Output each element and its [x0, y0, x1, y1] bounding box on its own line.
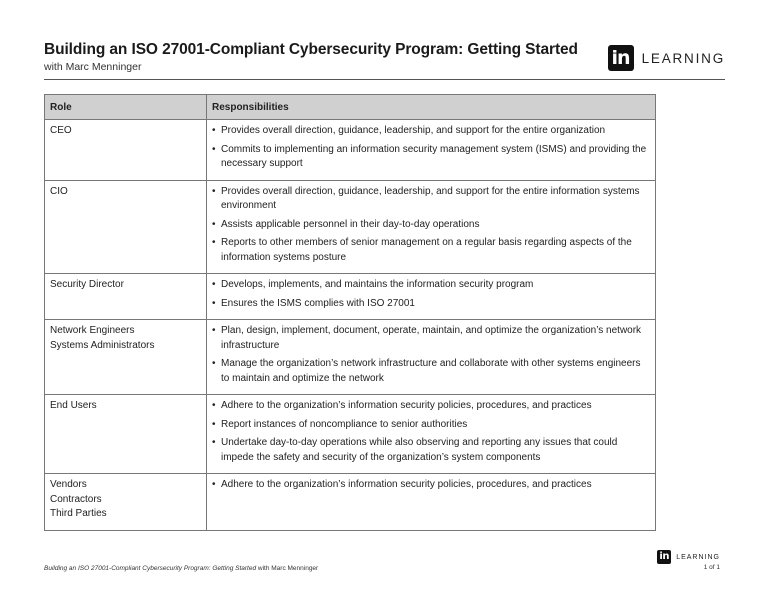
linkedin-learning-logo	[608, 45, 725, 71]
responsibility-item: • Commits to implementing an information security management system (ISMS) and providing the necessary support	[212, 143, 650, 172]
table-row	[45, 120, 656, 181]
responsibility-item: • Provides overall direction, guidance, leadership, and support for the entire information systems environment	[212, 185, 650, 214]
role-cell	[45, 320, 207, 395]
responsibilities-list	[212, 278, 650, 311]
role-name: CEO	[50, 125, 72, 136]
responsibilities-list	[212, 399, 650, 465]
column-header-role: Role	[45, 95, 207, 120]
responsibility-item: • Assists applicable personnel in their day-to-day operations	[212, 218, 650, 233]
footer-course-title	[44, 565, 318, 572]
footer-logo-text: LEARNING	[676, 553, 720, 561]
document-subtitle: with Marc Menninger	[44, 61, 142, 73]
responsibility-item: • Ensures the ISMS complies with ISO 27001	[212, 297, 650, 312]
document-title: Building an ISO 27001-Compliant Cybersecurity Program: Getting Started	[44, 41, 578, 58]
linkedin-icon: in	[657, 550, 671, 564]
role-name: End Users	[50, 400, 97, 411]
responsibility-item: • Develops, implements, and maintains the information security program	[212, 278, 650, 293]
document-header	[44, 41, 725, 80]
page-number: 1 of 1	[703, 564, 720, 571]
footer-logo	[657, 550, 720, 564]
responsibilities-cell	[207, 120, 656, 181]
role-name: Network Engineers	[50, 325, 135, 336]
role-cell	[45, 120, 207, 181]
responsibility-item: • Manage the organization’s network infrastructure and collaborate with other systems engineers to maintain and optimize the network	[212, 357, 650, 386]
responsibilities-list	[212, 478, 650, 493]
role-name: Vendors	[50, 479, 87, 490]
table-row	[45, 320, 656, 395]
role-cell	[45, 180, 207, 274]
table-row	[45, 474, 656, 531]
responsibility-item: • Reports to other members of senior management on a regular basis regarding aspects of the information systems posture	[212, 236, 650, 265]
role-name: CIO	[50, 185, 68, 197]
responsibilities-list	[212, 185, 650, 266]
responsibility-item: • Plan, design, implement, document, operate, maintain, and optimize the organization’s network infrastructure	[212, 324, 650, 353]
role-name: Security Director	[50, 279, 124, 290]
responsibility-item: • Adhere to the organization’s information security policies, procedures, and practices	[212, 478, 650, 493]
responsibilities-cell	[207, 395, 656, 474]
responsibility-item: • Adhere to the organization’s information security policies, procedures, and practices	[212, 399, 650, 414]
table-row	[45, 395, 656, 474]
responsibilities-cell	[207, 180, 656, 274]
responsibility-item: • Provides overall direction, guidance, leadership, and support for the entire organization	[212, 124, 650, 139]
role-name: Systems Administrators	[50, 339, 155, 351]
roles-table	[44, 94, 656, 531]
role-name: Contractors	[50, 493, 102, 505]
responsibilities-list	[212, 324, 650, 386]
table-row	[45, 274, 656, 320]
role-cell	[45, 274, 207, 320]
responsibilities-list	[212, 124, 650, 172]
responsibilities-cell	[207, 474, 656, 531]
responsibilities-cell	[207, 274, 656, 320]
linkedin-icon: in	[608, 45, 634, 71]
table-row	[45, 180, 656, 274]
responsibility-item: • Undertake day-to-day operations while also observing and reporting any issues that could impede the safety and security of the organization’s system components	[212, 436, 650, 465]
role-cell	[45, 474, 207, 531]
table-header-row	[45, 95, 656, 120]
footer-title: Building an ISO 27001-Compliant Cybersecurity Program: Getting Started	[44, 565, 257, 572]
footer-author: with Marc Menninger	[256, 565, 319, 572]
role-cell	[45, 395, 207, 474]
responsibility-item: • Report instances of noncompliance to senior authorities	[212, 418, 650, 433]
column-header-responsibilities: Responsibilities	[207, 95, 656, 120]
role-name: Third Parties	[50, 508, 107, 519]
responsibilities-cell	[207, 320, 656, 395]
logo-text: LEARNING	[641, 50, 725, 66]
